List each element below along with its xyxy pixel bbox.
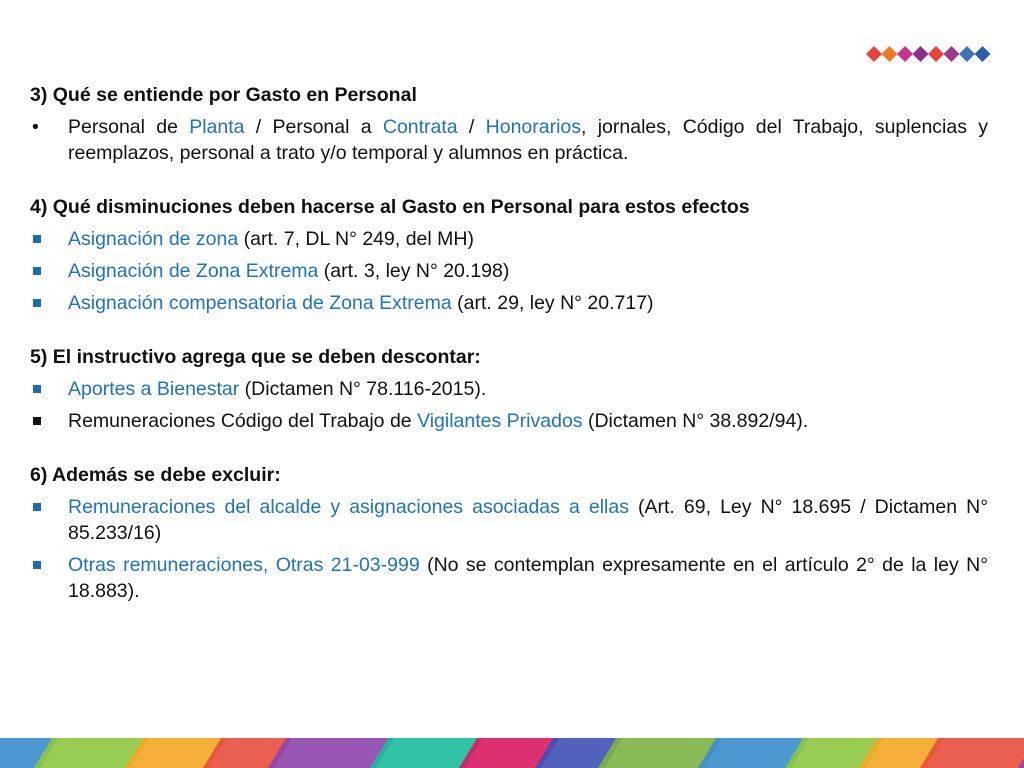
item-text: (art. 29, ley N° 20.717) [451,292,654,314]
list-item [30,494,988,546]
logo-diamond [882,46,898,62]
decorative-stripe [0,738,1024,768]
item-highlight: Contrata [382,116,458,138]
logo-diamond [928,46,944,62]
slide-content [30,82,988,604]
square-bullet-icon [33,235,41,243]
logo-diamond [959,46,975,62]
item-text: , jornales, Código del Trabajo, suplencias y reemplazos, personal a trato y/o temporal y alumnos en práctica. [68,116,988,164]
list-item [30,552,988,604]
item-text: (Art. 69, Ley N° 18.695 / Dictamen N° 85.233/16) [68,496,988,544]
item-highlight: Honorarios [485,116,582,138]
section-5-title: 5) El instructivo agrega que se deben descontar: [30,346,481,368]
item-highlight: Otras remuneraciones, Otras 21-03-999 [68,554,420,576]
list-item [30,408,988,434]
item-text: / [457,116,486,138]
square-bullet-icon [33,561,41,569]
list-item [30,290,988,316]
item-highlight: Aportes a Bienestar [68,378,240,400]
section-3-title: 3) Qué se entiende por Gasto en Personal [30,84,417,106]
item-text: (art. 7, DL N° 249, del MH) [238,228,474,250]
item-highlight: Asignación compensatoria de Zona Extrema [68,292,452,314]
square-bullet-icon [33,385,41,393]
list-item [30,376,988,402]
list-item [30,226,988,252]
logo-diamond [944,46,960,62]
logo-diamond [866,46,882,62]
diamond-logo-icon [866,40,992,68]
logo-diamond [975,46,991,62]
stripe-segment [920,738,1024,768]
logo-diamond [913,46,929,62]
section-4-title: 4) Qué disminuciones deben hacerse al Gasto en Personal para estos efectos [30,196,750,218]
logo-diamond [897,46,913,62]
item-highlight: Vigilantes Privados [417,410,583,432]
square-bullet-icon [33,417,41,425]
bullet-icon: • [32,116,39,138]
item-highlight: Asignación de Zona Extrema [68,260,319,282]
item-text: (art. 3, ley N° 20.198) [318,260,510,282]
list-item [30,114,988,166]
square-bullet-icon [33,299,41,307]
list-item [30,258,988,284]
item-text: / Personal a [244,116,383,138]
item-text: Remuneraciones Código del Trabajo de [68,410,418,432]
item-text: (Dictamen N° 38.892/94). [582,410,809,432]
item-highlight: Asignación de zona [68,228,239,250]
item-text: (Dictamen N° 78.116-2015). [239,378,487,400]
item-text: (No se contemplan expresamente en el artículo 2° de la ley N° 18.883). [68,554,988,602]
item-highlight: Remuneraciones del alcalde y asignaciones asociadas a ellas [68,496,629,518]
item-highlight: Planta [189,116,245,138]
section-6-title: 6) Además se debe excluir: [30,464,281,486]
item-text: Personal de [68,116,190,138]
square-bullet-icon [33,503,41,511]
square-bullet-icon [33,267,41,275]
